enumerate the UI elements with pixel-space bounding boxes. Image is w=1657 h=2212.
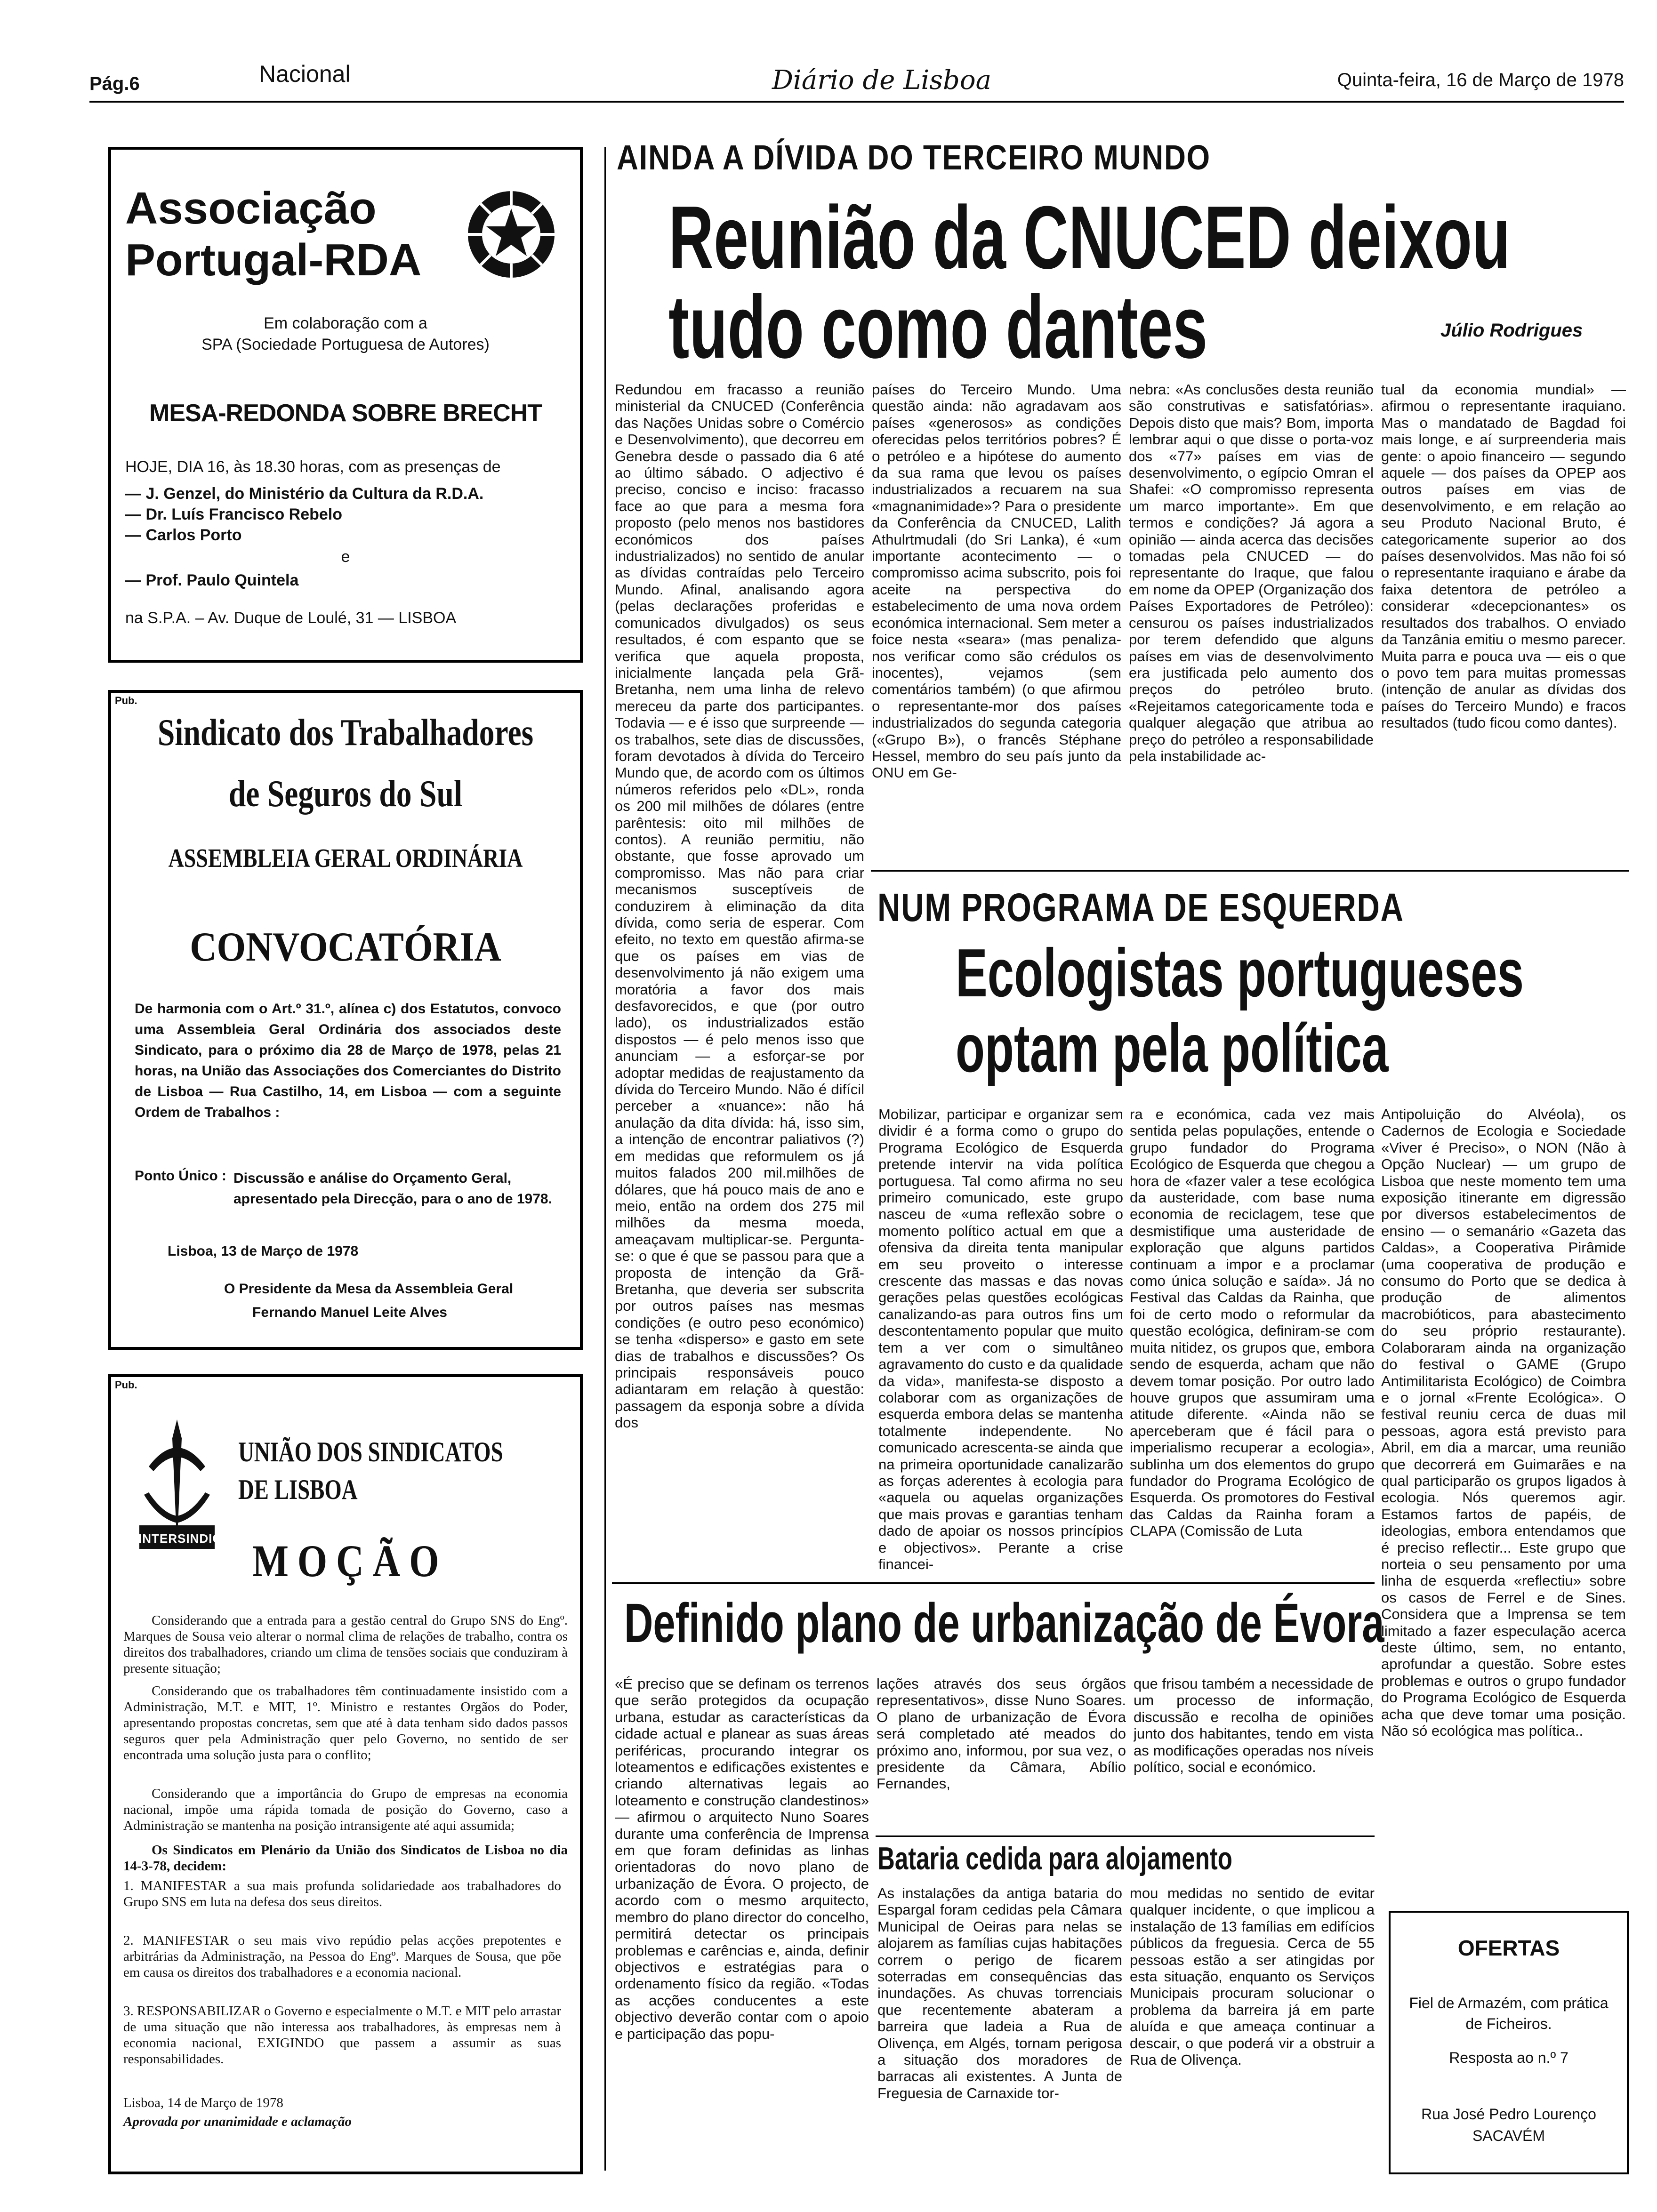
ad-sind-title-4: CONVOCATÓRIA	[190, 924, 501, 970]
ad-rda-title-1: Associação	[125, 183, 377, 233]
ad-sind-ponto-label: Ponto Único :	[135, 1168, 226, 1184]
ad-rda-participant-3: — Carlos Porto	[125, 526, 242, 544]
ad-uniao-paragraph-3: Considerando que a importância do Grupo de empresas na economia nacional, impõe uma rápida tomada de posição do Governo, caso a Administração se mantenha na posição intransigente até aqui assumida;	[123, 1786, 568, 1833]
evora-column-1: «É preciso que se definam os terrenos que serão protegidos da ocupação urbana, estudar as características da cidade actual e planear as suas áreas periféricas, procurando integrar os loteamentos e edificações existentes e criando alternativas legais ao loteamento e construção clandestinos» — afirmou o arquitecto Nuno Soares durante uma conferência de Imprensa em que foram definidas as linhas orientadoras do novo plano de urbanização de Évora. O projecto, de acordo com o mesmo arquitecto, membro do plano director do concelho, permitirá detectar os principais problemas e carências e, ainda, definir objectivos e estratégias para o ordenamento físico da região. «Todas as acções conducentes a este objectivo deverão contar com o apoio e participação das popu-	[615, 1675, 869, 2042]
evora-column-2: lações através dos seus órgãos representativos», disse Nuno Soares. O plano de urbanização de Évora será completado até meados do próximo ano, informou, por sua vez, o presidente da Câmara, Abílio Fernandes,	[877, 1675, 1126, 1792]
ecologistas-kicker: NUM PROGRAMA DE ESQUERDA	[877, 885, 1404, 930]
ad-sind-signature-title: O Presidente da Mesa da Assembleia Geral	[224, 1281, 514, 1297]
ad-uniao-item-1: 1. MANIFESTAR a sua mais profunda solidariedade aos trabalhadores do Grupo SNS em luta na defesa dos seus direitos.	[123, 1878, 561, 1909]
ad-uniao-paragraph-1: Considerando que a entrada para a gestão central do Grupo SNS do Engº. Marques de Sousa veio alterar o normal clima de relações de trabalho, contra os direitos dos trabalhadores, criando um clima de tensões sociais que conduziram à presente situação;	[123, 1613, 568, 1676]
ecologistas-headline-1: Ecologistas portugueses	[956, 935, 1524, 1011]
ad-sind-title-1: Sindicato dos Trabalhadores	[157, 712, 534, 753]
issue-date: Quinta-feira, 16 de Março de 1978	[1337, 70, 1624, 90]
ofertas-body: Fiel de Armazém, com prática de Ficheiros.	[1409, 1995, 1609, 2032]
ad-portugal-rda	[108, 147, 583, 663]
ofertas-address-2: SACAVÉM	[1472, 2127, 1545, 2144]
ad-rda-participant-2: — Dr. Luís Francisco Rebelo	[125, 505, 343, 523]
ad-rda-event: MESA-REDONDA SOBRE BRECHT	[149, 400, 542, 427]
section-divider-evora	[612, 1582, 1375, 1584]
bataria-headline: Bataria cedida para alojamento	[877, 1841, 1232, 1876]
bataria-column-1: As instalações da antiga bataria do Espargal foram cedidas pela Câmara Municipal de Oeiras para nelas se alojarem as famílias cujas habitações correm o perigo de ficarem soterradas em consequências das inundações. As chuvas torrenciais que recentemente abateram a barreira que ladeia a Rua de Olivença, em Algés, tornam perigosa a situação dos moradores de barracas ali existentes. A Junta de Freguesia de Carnaxide tor-	[877, 1885, 1122, 2101]
ofertas-address-1: Rua José Pedro Lourenço	[1421, 2106, 1596, 2123]
ad-uniao-sindicatos	[108, 1374, 583, 2174]
ad-uniao-title-3: MOÇÃO	[252, 1536, 448, 1586]
cnuced-headline-1: Reunião da CNUCED deixou	[668, 188, 1511, 288]
star-emblem-icon	[464, 187, 558, 281]
cnuced-column-3: nebra: «As conclusões desta reunião são construtivas e satisfatórias». Depois disto que mais? Bom, importa lembrar aqui o que disse o porta-voz dos «77» países em vias de desenvolvimento, o egípcio Omran el Shafei: «O compromisso representa um marco importante». Em que termos e condições? Já agora a opinião — ainda acerca das decisões tomadas pela CNUCED — do representante do Iraque, que falou em nome da OPEP (Organização dos Países Exportadores de Petróleo): censurou os países industrializados por terem defendido que alguns países em vias de desenvolvimento era justificada pelo aumento dos preços do petróleo bruto. «Rejeitamos categoricamente toda e qualquer alegação que atribua ao preço do petróleo a responsabilidade pela instabilidade ac-	[1129, 381, 1374, 764]
bataria-column-2: mou medidas no sentido de evitar qualquer incidente, o que implicou a instalação de 13 famílias em edifícios públicos da freguesia. Cerca de 55 pessoas estão a ser atingidas por esta situação, enquanto os Serviços Municipais procuram solucionar o problema da barreira já em parte aluída e que ameaça continuar a descair, o que poderá vir a obstruir a Rua de Olivença.	[1130, 1885, 1375, 2068]
ad-sind-ponto: Discussão e análise do Orçamento Geral, apresentado pela Direcção, para o ano de 1978.	[233, 1170, 552, 1207]
cnuced-author: Júlio Rodrigues	[1440, 320, 1583, 341]
ad-uniao-pub-label: Pub.	[115, 1379, 137, 1391]
ad-uniao-paragraph-2: Considerando que os trabalhadores têm continuadamente insistido com a Administração, M.T. e MIT, 1º. Ministro e restantes Orgãos do Poder, apresentando propostas concretas, sem que até à data tenham sido dados passos seguros quer pela Administração quer pelo Governo, no sentido de ser encontrada uma solução justa para o conflito;	[123, 1683, 568, 1763]
ad-sind-title-3: ASSEMBLEIA GERAL ORDINÁRIA	[168, 844, 523, 873]
cnuced-column-1: Redundou em fracasso a reunião ministerial da CNUCED (Conferência das Nações Unidas sobre o Comércio e Desenvolvimento), que decorreu em Genebra desde o passado dia 6 até ao último sábado. O adjectivo é preciso, conciso e inciso: fracasso face ao que para a mesma fora proposto (pelo menos nos bastidores económicos dos países industrializados) no sentido de anular as dívidas contraídas pelo Terceiro Mundo. Afinal, analisando agora (pelas declarações proferidas e comunicados divulgados) os seus resultados, é com espanto que se verifica que aquela proposta, inicialmente lançada pela Grã-Bretanha, nem uma linha de relevo mereceu da parte dos participantes. Todavia — e é isso que surpreende — os trabalhos, sete dias de discussões, foram devotados à dívida do Terceiro Mundo que, de acordo com os últimos números referidos pelo «DL», ronda os 200 mil milhões de dólares (entre parêntesis: oito mil milhões de contos). A reunião permitiu, não obstante, que fosse aprovado um compromisso. Mas não para criar mecanismos susceptíveis de conduzirem à eliminação da dita dívida, como seria de esperar. Com efeito, no texto em questão afirma-se que os países em vias de desenvolvimento já não exigem uma moratória a favor dos mais desfavorecidos, e que (por outro lado), os industrializados estão dispostos — é pelo menos isso que anunciam — a esforçar-se por adoptar medidas de reajustamento da dívida do Terceiro Mundo. Não é difícil perceber a «nuance»: não há anulação da dita dívida: há, isso sim, a intenção de encontrar paliativos (?) em medidas que reformulem os já muitos falados 200 mil.milhões de dólares, que há pouco mais de ano e meio, então na ordem dos 275 mil milhões da mesma moeda, ameaçavam multiplicar-se. Pergunta-se: o que é que se passou para que a proposta de intenção da Grã-Bretanha, que deveria ser subscrita por outros países nas mesmas condições (e outro peso económico) se tenha «disperso» e gasto em sete dias de trabalhos e discussões? Os principais responsáveis pouco adiantaram em relação à questão: passagem da esponja sobre a dívida dos	[615, 381, 864, 1431]
ecologistas-headline-2: optam pela política	[956, 1010, 1389, 1086]
ad-rda-title-2: Portugal-RDA	[125, 235, 422, 285]
section-name: Nacional	[259, 61, 351, 87]
section-divider-bataria	[876, 1835, 1375, 1837]
ad-uniao-approval: Aprovada por unanimidade e aclamação	[123, 2114, 352, 2129]
page-header	[89, 56, 1624, 103]
ad-rda-participant-4: — Prof. Paulo Quintela	[125, 571, 299, 589]
page-number: Pág.6	[89, 73, 140, 94]
ecologistas-column-3: Antipoluição do Alvéola), os Cadernos de Ecologia e Sociedade «Viver é Preciso», o NON (Não à Opção Nuclear) — um grupo de Lisboa que neste momento tem uma exposição itinerante em digressão por diversos estabelecimentos de ensino — o semanário «Gazeta das Caldas», a Cooperativa Pirâmide (uma cooperativa de produção e consumo do Porto que se dedica à produção de alimentos macrobióticos, para abastecimento do seu próprio restaurante). Colaboraram ainda na organização do festival o GAME (Grupo Antimilitarista Ecológico) de Coimbra e o jornal «Frente Ecológica». O festival reuniu cerca de duas mil pessoas, agora está previsto para Abril, em dia a marcar, uma reunião que decorrerá em Guimarães e na qual participarão os grupos ligados à ecologia. Nós queremos agir. Estamos fartos de papéis, de ideologias, embora entendamos que é preciso reflectir... Este grupo que norteia o seu pensamento por uma linha de esquerda «reflectiu» sobre os casos de Ferrel e de Sines. Considera que a Imprensa se tem limitado a fazer especulação acerca deste último, sem, no entanto, aprofundar a questão. Sobre estes problemas e outros o grupo fundador do Programa Ecológico de Esquerda acha que deve tomar uma posição. Não só ecológica mas política..	[1381, 1106, 1626, 1739]
section-divider	[871, 870, 1629, 872]
ofertas-title: OFERTAS	[1457, 1936, 1560, 1960]
ad-uniao-item-3: 3. RESPONSABILIZAR o Governo e especialmente o M.T. e MIT pelo arrastar de uma situação que não interessa aos trabalhadores, às empresas nem à economia nacional, EXIGINDO que passem a assumir as suas responsabilidades.	[123, 2004, 561, 2067]
ad-sind-body: De harmonia com o Art.º 31.º, alínea c) dos Estatutos, convoco uma Assembleia Geral Ordinária dos associados deste Sindicato, para o próximo dia 28 de Março de 1978, pelas 21 horas, na União das Associações dos Comerciantes do Distrito de Lisboa — Rua Castilho, 14, em Lisboa — com a seguinte Ordem de Trabalhos :	[135, 1001, 561, 1120]
ad-sind-title-2: de Seguros do Sul	[228, 773, 463, 815]
newspaper-title: Diário de Lisboa	[772, 65, 991, 96]
cnuced-headline-2: tudo como dantes	[668, 277, 1208, 377]
ecologistas-column-1: Mobilizar, participar e organizar sem dividir é a forma como o grupo do Programa Ecológico de Esquerda pretende intervir na vida política portuguesa. Tal como afirma no seu primeiro comunicado, este grupo nasceu de «uma reflexão sobre o momento político actual em que a ofensiva da direita tenta manipular em seu proveito o interesse crescente das massas e das novas gerações pelas questões ecológicas canalizando-as para outros fins um descontentamento popular que muito tem a ver com o simultâneo agravamento do custo e da qualidade da vida», manifesta-se disposto a colaborar com as organizações de esquerda embora delas se mantenha totalmente independente. No comunicado acrescenta-se ainda que na primeira oportunidade canalizarão as forças aderentes à ecologia para «aquela ou aquelas organizações que mais provas e garantias tenham dado de apoiar os nossos princípios e objectivos». Perante a crise financei-	[878, 1106, 1123, 1572]
ad-rda-address: na S.P.A. – Av. Duque de Loulé, 31 — LISBOA	[125, 609, 457, 627]
ad-uniao-date: Lisboa, 14 de Março de 1978	[123, 2095, 283, 2110]
ad-ofertas	[1389, 1911, 1629, 2174]
ad-rda-collab-1: Em colaboração com a	[264, 314, 427, 332]
column-divider	[604, 147, 606, 2171]
ad-sindicato-seguros	[108, 690, 583, 1350]
ad-rda-when: HOJE, DIA 16, às 18.30 horas, com as presenças de	[125, 458, 501, 476]
ad-rda-collab-2: SPA (Sociedade Portuguesa de Autores)	[201, 336, 490, 353]
ad-uniao-item-2: 2. MANIFESTAR o seu mais vivo repúdio pelas acções prepotentes e arbitrárias da Administração, na Pessoa do Engº. Marques de Sousa, que põe em causa os direitos dos trabalhadores e a economia nacional.	[123, 1933, 561, 1980]
ad-sind-pub-label: Pub.	[115, 695, 137, 706]
ad-sind-date: Lisboa, 13 de Março de 1978	[168, 1243, 359, 1259]
ad-uniao-title-2: DE LISBOA	[238, 1474, 358, 1505]
ad-sind-signature-name: Fernando Manuel Leite Alves	[252, 1305, 447, 1320]
ofertas-reply: Resposta ao n.º 7	[1449, 2049, 1569, 2066]
ad-uniao-title-1: UNIÃO DOS SINDICATOS	[238, 1436, 503, 1467]
ecologistas-column-2: ra e económica, cada vez mais sentida pelas populações, entende o grupo fundador do Programa Ecológico de Esquerda que chegou a hora de «fazer valer a tese ecológica da austeridade, com base numa economia de reciclagem, tese que desmistifique uma austeridade de exploração que alguns partidos continuam a impor e a proclamar como única solução e saída». Já no Festival das Caldas da Rainha, que foi de certo modo o reformular da questão ecológica, definiram-se com muita nitidez, os grupos que, embora sendo de esquerda, acham que não devem tomar posição. Por outro lado houve grupos que assumiram uma atitude diferente. «Ainda não se aperceberam que é fácil para o imperialismo recuperar a ecologia», sublinha um dos elementos do grupo fundador do Programa Ecológico de Esquerda. Os promotores do Festival das Caldas da Rainha foram a CLAPA (Comissão de Luta	[1130, 1106, 1375, 1539]
ad-uniao-paragraph-4: Os Sindicatos em Plenário da União dos Sindicatos de Lisboa no dia 14-3-78, decidem:	[123, 1843, 568, 1874]
evora-column-3: que frisou também a necessidade de um processo de informação, discussão e recolha de opiniões junto dos habitantes, tendo em vista as modificações operadas nos níveis político, social e económico.	[1134, 1675, 1374, 1776]
evora-headline: Definido plano de urbanização de Évora	[624, 1592, 1384, 1654]
cnuced-kicker: AINDA A DÍVIDA DO TERCEIRO MUNDO	[617, 138, 1211, 177]
cnuced-column-2: países do Terceiro Mundo. Uma questão ainda: não agradavam aos países «generosos» as condições oferecidas pelos territórios pobres? É o petróleo e a hipótese do aumento da sua rama que levou os países industrializados a recuarem na sua «magnanimidade»? Para o presidente da Conferência da CNUCED, Lalith Athulrtmudali (do Sri Lanka), é «um importante acontecimento — o compromisso acima subscrito, pois foi aceite na perspectiva do estabelecimento de uma nova ordem económica internacional. Sem meter a foice nesta «seara» (mas penaliza-nos verificar como são crédulos os inocentes), vejamos (sem comentários também) (o que afirmou o representante-mor dos países industrializados do segunda categoria («Grupo B»), o francês Stéphane Hessel, membro do seu país junto da ONU em Ge-	[872, 381, 1121, 781]
ad-rda-and: e	[341, 548, 350, 566]
ad-rda-participant-1: — J. Genzel, do Ministério da Cultura da R.D.A.	[125, 485, 484, 503]
ad-uniao-logo-text: INTERSINDICAL	[138, 1531, 239, 1546]
cnuced-column-4: tual da economia mundial» — afirmou o representante iraquiano. Mas o mandatado de Bagdad foi mais longe, e aí surpreenderia mais gente: o apoio financeiro — segundo aquele — dos países da OPEP aos outros países em vias de desenvolvimento, e em relação ao seu Produto Nacional Bruto, é categoricamente superior ao dos países desenvolvidos. Mas não foi só o representante iraquiano e árabe da faixa detentora de petróleo a considerar «decepcionantes» os resultados dos trabalhos. O enviado da Tanzânia emitiu o mesmo parecer. Muita parra e pouca uva — eis o que o povo tem para muitas promessas (intenção de anular as dívidas dos países do Terceiro Mundo) e fracos resultados (tudo ficou como dantes).	[1381, 381, 1626, 731]
